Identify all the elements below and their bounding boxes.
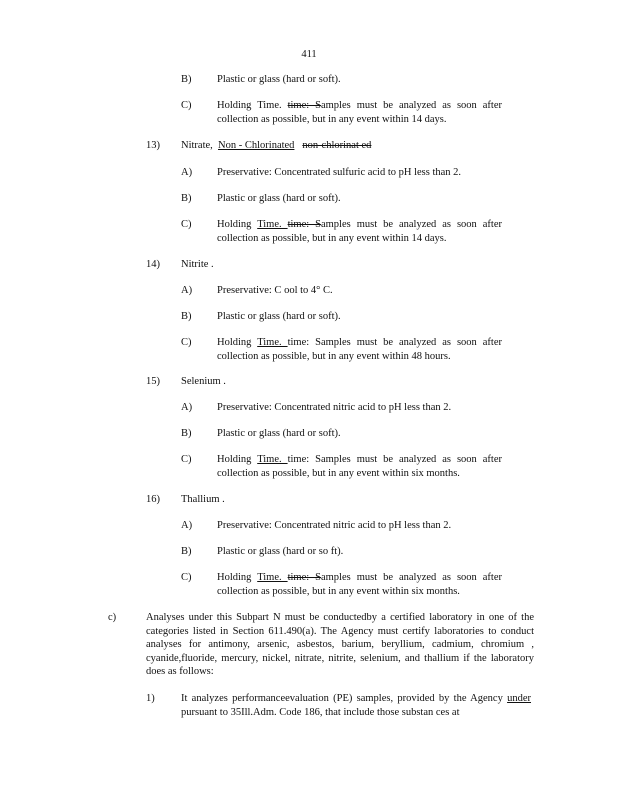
numbered-item-text: It analyzes performanceevaluation (PE) samples, provided by the Agency under pursuant to 35Ill.Adm. Code 186, that include those substan ces at bbox=[181, 693, 531, 718]
item-text: Holding Time. time: Samples must be analyzed as soon after collection as possible, but in any event within 48 hours. bbox=[217, 337, 502, 362]
item-text-top-b: Plastic or glass (hard or soft). bbox=[217, 74, 341, 85]
item-label: C) bbox=[181, 572, 192, 583]
item-label-top-c: C) bbox=[181, 100, 192, 111]
struck-text: non-chlorinat ed bbox=[302, 140, 372, 151]
subsection-label: c) bbox=[108, 612, 117, 623]
item-label-top-b: B) bbox=[181, 74, 192, 85]
item-text: Plastic or glass (hard or soft). bbox=[217, 193, 341, 204]
section-title-thallium: Thallium . bbox=[181, 494, 225, 505]
inserted-text: under bbox=[507, 693, 531, 704]
section-title-selenium: Selenium . bbox=[181, 376, 226, 387]
item-text: Preservative: Concentrated sulfuric acid to pH less than 2. bbox=[217, 167, 462, 178]
item-label: A) bbox=[181, 520, 193, 531]
section-number: 16) bbox=[146, 494, 160, 505]
item-text: Preservative: Concentrated nitric acid to pH less than 2. bbox=[217, 402, 452, 413]
item-text-top-c: Holding Time. time: Samples must be analyzed as soon after collection as possible, but in any event within 14 days. bbox=[217, 100, 502, 125]
item-text: Plastic or glass (hard or so ft). bbox=[217, 546, 344, 557]
item-label: C) bbox=[181, 337, 192, 348]
section-number: 15) bbox=[146, 376, 160, 387]
section-title-nitrate: Nitrate, Non - Chlorinated non-chlorinat ed bbox=[181, 140, 372, 151]
item-label: A) bbox=[181, 167, 193, 178]
item-text: Plastic or glass (hard or soft). bbox=[217, 428, 341, 439]
item-label: B) bbox=[181, 546, 192, 557]
section-number: 13) bbox=[146, 140, 160, 151]
item-label: B) bbox=[181, 193, 192, 204]
item-text: Holding Time. time: Samples must be analyzed as soon after collection as possible, but in any event within six months. bbox=[217, 454, 502, 479]
item-text: Preservative: C ool to 4° C. bbox=[217, 285, 333, 296]
item-text: Holding Time. time: Samples must be analyzed as soon after collection as possible, but in any event within six months. bbox=[217, 572, 502, 597]
item-text: Holding Time. time: Samples must be analyzed as soon after collection as possible, but in any event within 14 days. bbox=[217, 219, 502, 244]
page-number: 411 bbox=[301, 49, 317, 60]
item-label: C) bbox=[181, 219, 192, 230]
item-label: C) bbox=[181, 454, 192, 465]
inserted-text: Non - Chlorinated bbox=[218, 140, 295, 151]
item-label: B) bbox=[181, 311, 192, 322]
struck-text: time: S bbox=[287, 100, 321, 111]
item-label: A) bbox=[181, 285, 193, 296]
subsection-text: Analyses under this Subpart N must be conductedby a certified laboratory in one of the categories listed in Section 611.490(a). The Agency must certify laboratories to conduct analyses for antimony, arsenic, asbestos, barium, beryllium, cadmium, chromium , cyanide,fluoride, mercury, nickel, nitrate, nitrite, selenium, and thallium if the laboratory does as follows: bbox=[146, 612, 534, 677]
section-number: 14) bbox=[146, 259, 160, 270]
item-text: Plastic or glass (hard or soft). bbox=[217, 311, 341, 322]
item-text: Preservative: Concentrated nitric acid to pH less than 2. bbox=[217, 520, 452, 531]
section-title-nitrite: Nitrite . bbox=[181, 259, 214, 270]
item-label: A) bbox=[181, 402, 193, 413]
item-label: B) bbox=[181, 428, 192, 439]
numbered-item-label: 1) bbox=[146, 693, 155, 704]
